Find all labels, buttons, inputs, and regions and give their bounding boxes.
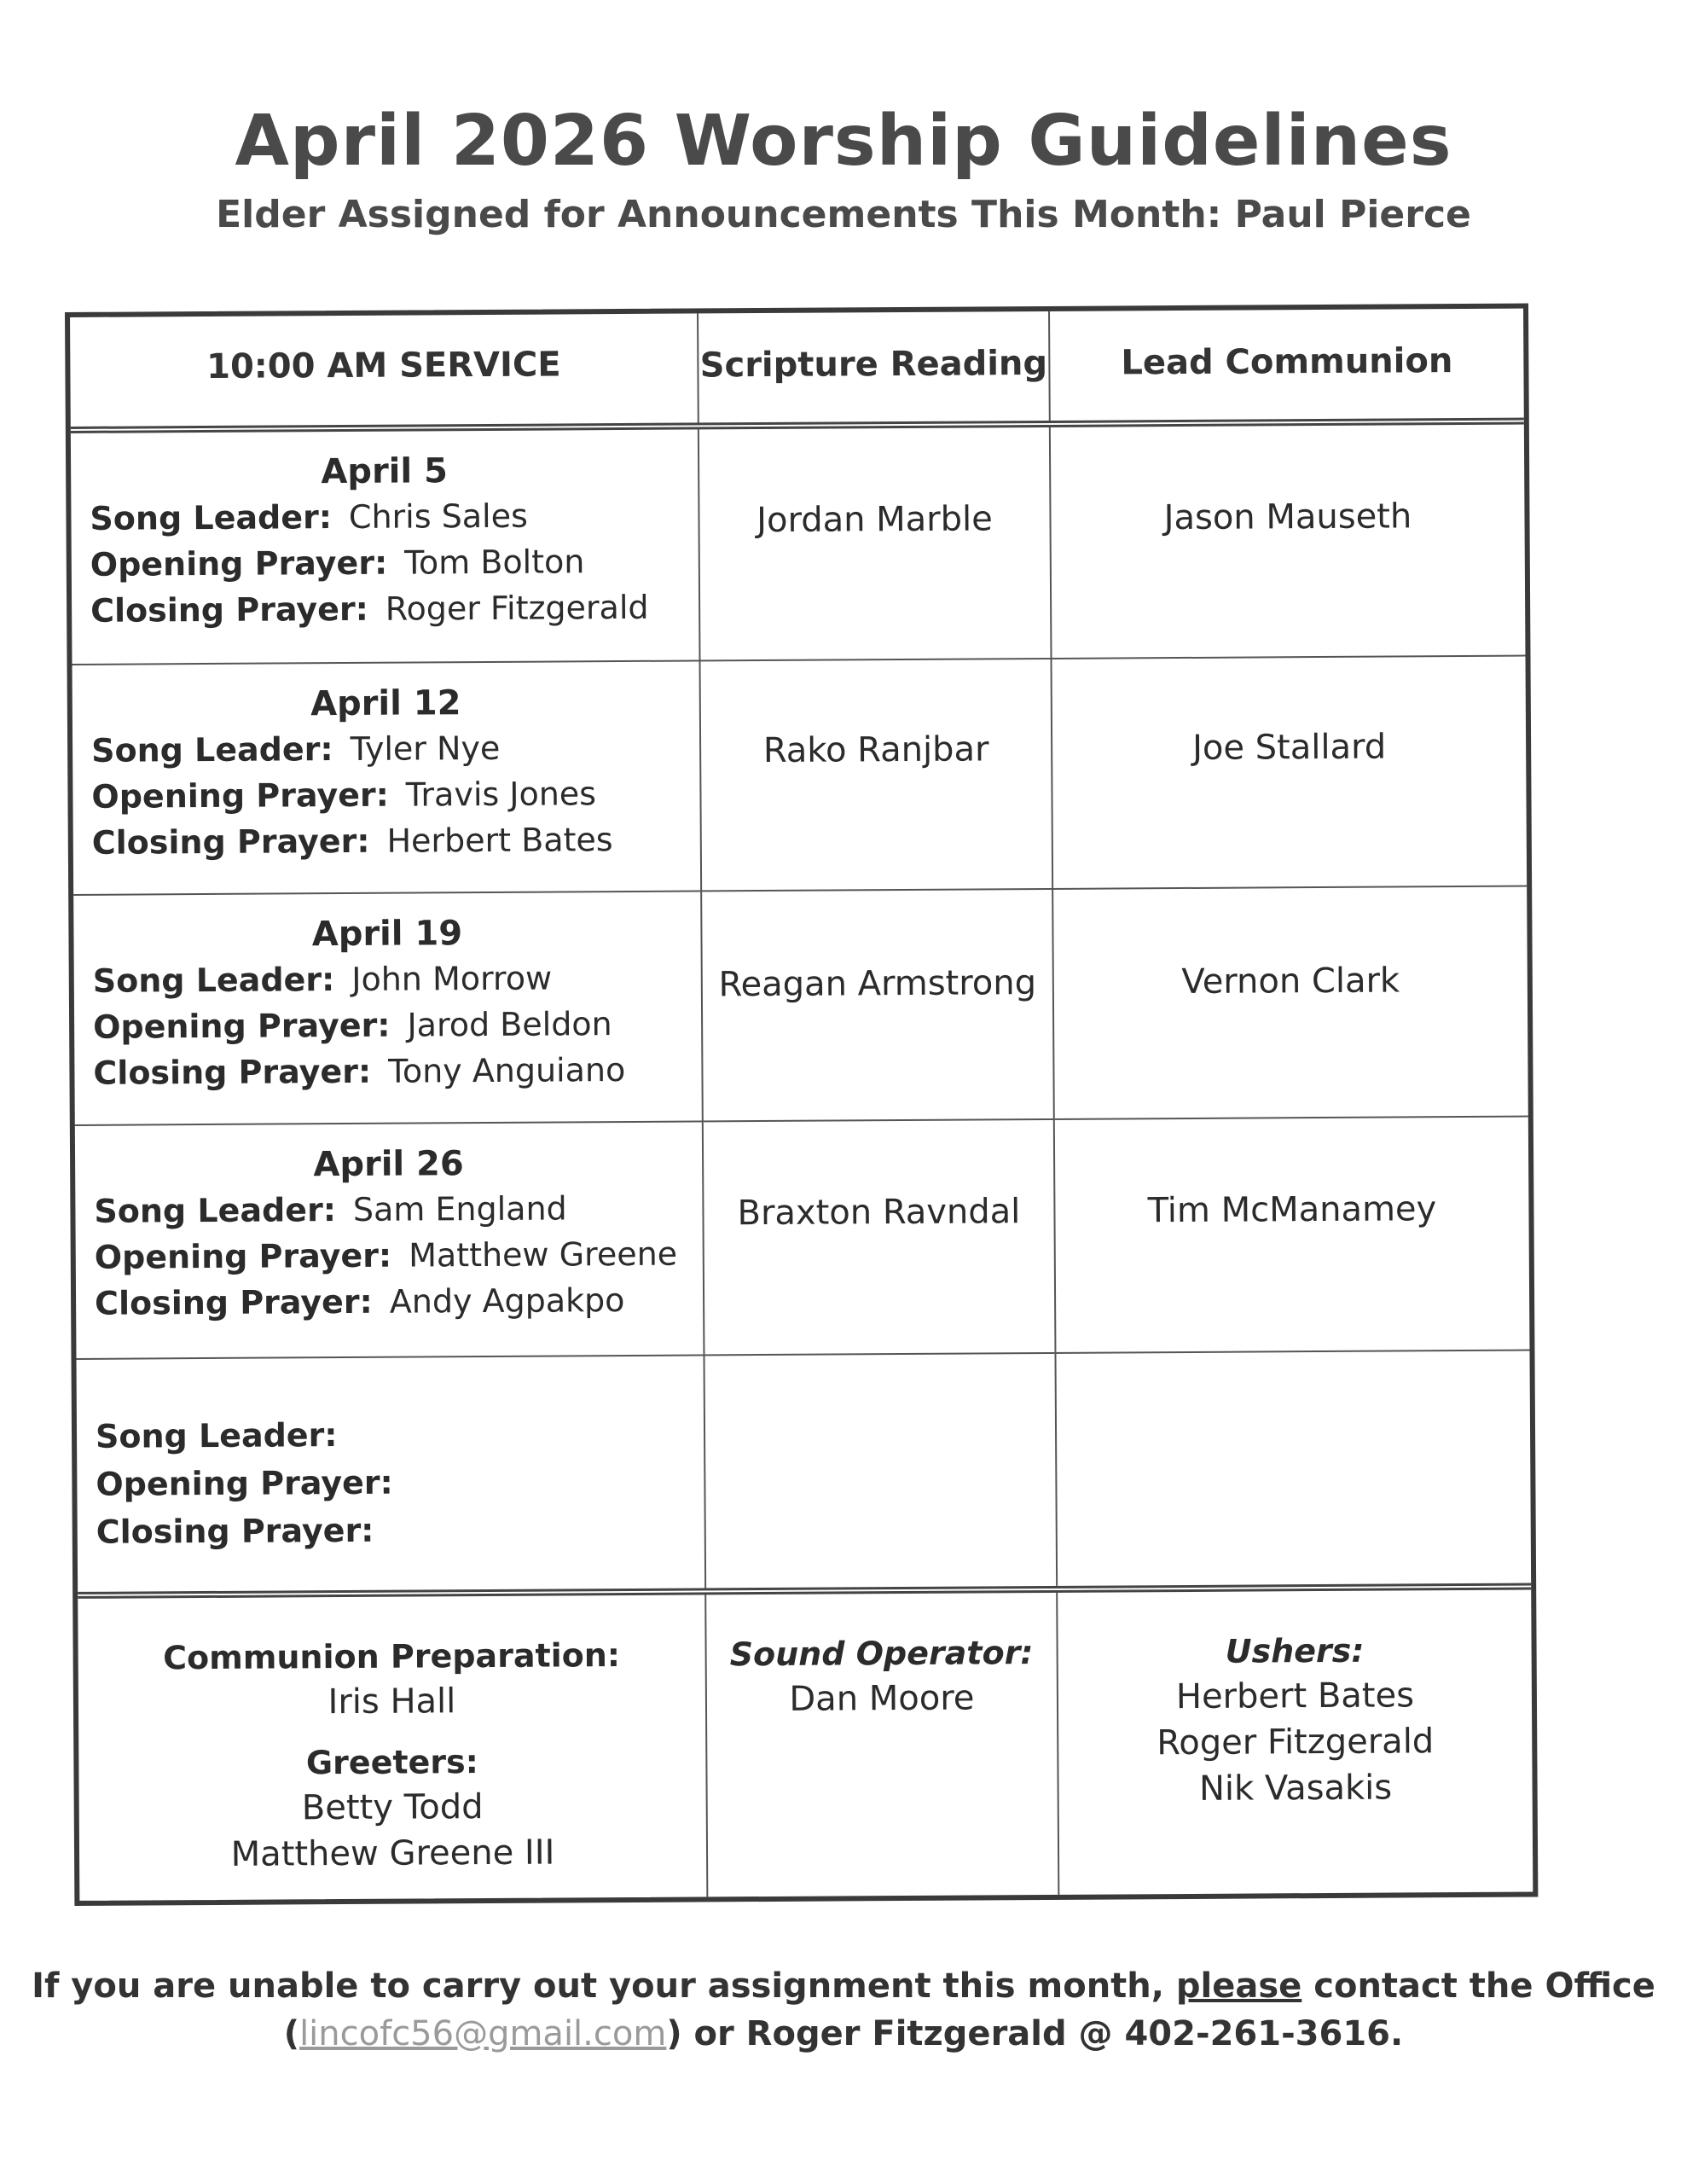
usher-name: Herbert Bates <box>1175 1676 1415 1717</box>
opening-prayer-label: Opening Prayer: <box>94 1236 392 1276</box>
communion-prep-name: Iris Hall <box>328 1682 456 1722</box>
song-leader-label: Song Leader: <box>95 1416 338 1455</box>
song-leader-line <box>90 497 528 537</box>
song-leader-line <box>94 1189 567 1229</box>
communion-leader: Jason Mauseth <box>1163 497 1412 538</box>
closing-prayer-line <box>90 589 649 630</box>
footer-please: please <box>1175 1966 1302 2006</box>
header-communion: Lead Communion <box>1121 341 1453 383</box>
closing-prayer-label: Closing Prayer: <box>94 1282 373 1322</box>
sound-operator-name: Dan Moore <box>789 1678 975 1719</box>
opening-prayer-line <box>93 1005 612 1046</box>
scripture-reader: Braxton Ravndal <box>737 1192 1021 1234</box>
opening-prayer-line <box>96 1464 393 1503</box>
schedule-table <box>65 304 1538 1906</box>
table-row-blank <box>77 1351 1532 1592</box>
table-row <box>71 425 1526 664</box>
footer-line-2 <box>0 2010 1687 2058</box>
communion-leader: Vernon Clark <box>1181 961 1400 1002</box>
closing-prayer-line <box>95 1281 625 1322</box>
footer-line-1 <box>0 1962 1687 2010</box>
song-leader-name: Sam England <box>352 1189 567 1228</box>
email-link[interactable]: lincofc56@gmail.com <box>299 2014 667 2053</box>
service-date: April 12 <box>310 683 461 724</box>
closing-prayer-label: Closing Prayer: <box>90 590 368 630</box>
greeter-name: Matthew Greene III <box>230 1833 555 1874</box>
song-leader-label: Song Leader: <box>94 1191 337 1230</box>
opening-prayer-label: Opening Prayer: <box>92 1006 391 1046</box>
closing-prayer-label: Closing Prayer: <box>91 822 370 862</box>
table-header-row <box>70 309 1524 427</box>
service-date: April 26 <box>313 1144 464 1185</box>
sound-operator-label: Sound Operator: <box>729 1634 1034 1674</box>
closing-prayer-label: Closing Prayer: <box>96 1511 374 1551</box>
song-leader-line <box>91 729 500 770</box>
song-leader-name: Tyler Nye <box>350 729 501 768</box>
closing-prayer-line <box>96 1512 374 1551</box>
footer-open-paren: ( <box>283 2014 300 2053</box>
closing-prayer-name: Herbert Bates <box>386 821 613 860</box>
scripture-reader: Jordan Marble <box>757 499 993 541</box>
opening-prayer-label: Opening Prayer: <box>96 1463 393 1503</box>
closing-prayer-name: Tony Anguiano <box>388 1051 626 1090</box>
header-scripture: Scripture Reading <box>699 343 1048 386</box>
service-date: April 5 <box>321 451 449 492</box>
opening-prayer-line <box>91 775 596 816</box>
usher-name: Roger Fitzgerald <box>1157 1722 1435 1763</box>
communion-leader: Joe Stallard <box>1191 727 1387 768</box>
table-row <box>72 657 1528 894</box>
song-leader-name: Chris Sales <box>348 497 528 536</box>
song-leader-line <box>96 1416 338 1455</box>
service-date: April 19 <box>311 914 463 955</box>
page-title: April 2026 Worship Guidelines <box>235 101 1452 182</box>
communion-leader: Tim McManamey <box>1147 1189 1437 1231</box>
closing-prayer-line <box>93 1051 625 1092</box>
scripture-reader: Reagan Armstrong <box>718 963 1037 1005</box>
scripture-reader: Rako Ranjbar <box>762 729 989 771</box>
footer-text-3: ) or Roger Fitzgerald @ 402-261-3616. <box>666 2014 1404 2053</box>
opening-prayer-name: Travis Jones <box>405 775 597 814</box>
song-leader-line <box>93 960 553 1000</box>
communion-prep-label: Communion Preparation: <box>163 1636 621 1677</box>
opening-prayer-line <box>90 543 585 584</box>
opening-prayer-label: Opening Prayer: <box>91 775 389 816</box>
song-leader-label: Song Leader: <box>91 730 333 770</box>
greeter-name: Betty Todd <box>301 1787 484 1828</box>
song-leader-name: John Morrow <box>351 959 553 998</box>
page-subtitle: Elder Assigned for Announcements This Month: Paul Pierce <box>216 193 1471 236</box>
opening-prayer-name: Tom Bolton <box>404 543 585 582</box>
table-row <box>75 1118 1530 1358</box>
closing-prayer-name: Roger Fitzgerald <box>385 588 649 628</box>
footer-note <box>0 1962 1687 2058</box>
greeters-label: Greeters: <box>305 1743 479 1782</box>
song-leader-label: Song Leader: <box>90 498 333 537</box>
closing-prayer-line <box>92 821 613 862</box>
footer-text-1: If you are unable to carry out your assignment this month, <box>32 1966 1164 2006</box>
footer-text-2: contact the Office <box>1313 1966 1655 2006</box>
closing-prayer-name: Andy Agpakpo <box>389 1281 625 1321</box>
opening-prayer-label: Opening Prayer: <box>90 543 388 584</box>
song-leader-label: Song Leader: <box>92 961 335 1000</box>
assignments-row <box>78 1590 1533 1901</box>
ushers-label: Ushers: <box>1225 1631 1365 1670</box>
closing-prayer-label: Closing Prayer: <box>93 1052 372 1092</box>
usher-name: Nik Vasakis <box>1198 1768 1393 1809</box>
header-service: 10:00 AM SERVICE <box>206 345 561 386</box>
opening-prayer-name: Jarod Beldon <box>407 1005 612 1044</box>
opening-prayer-line <box>95 1235 678 1276</box>
table-row <box>73 887 1528 1124</box>
opening-prayer-name: Matthew Greene <box>409 1234 678 1275</box>
